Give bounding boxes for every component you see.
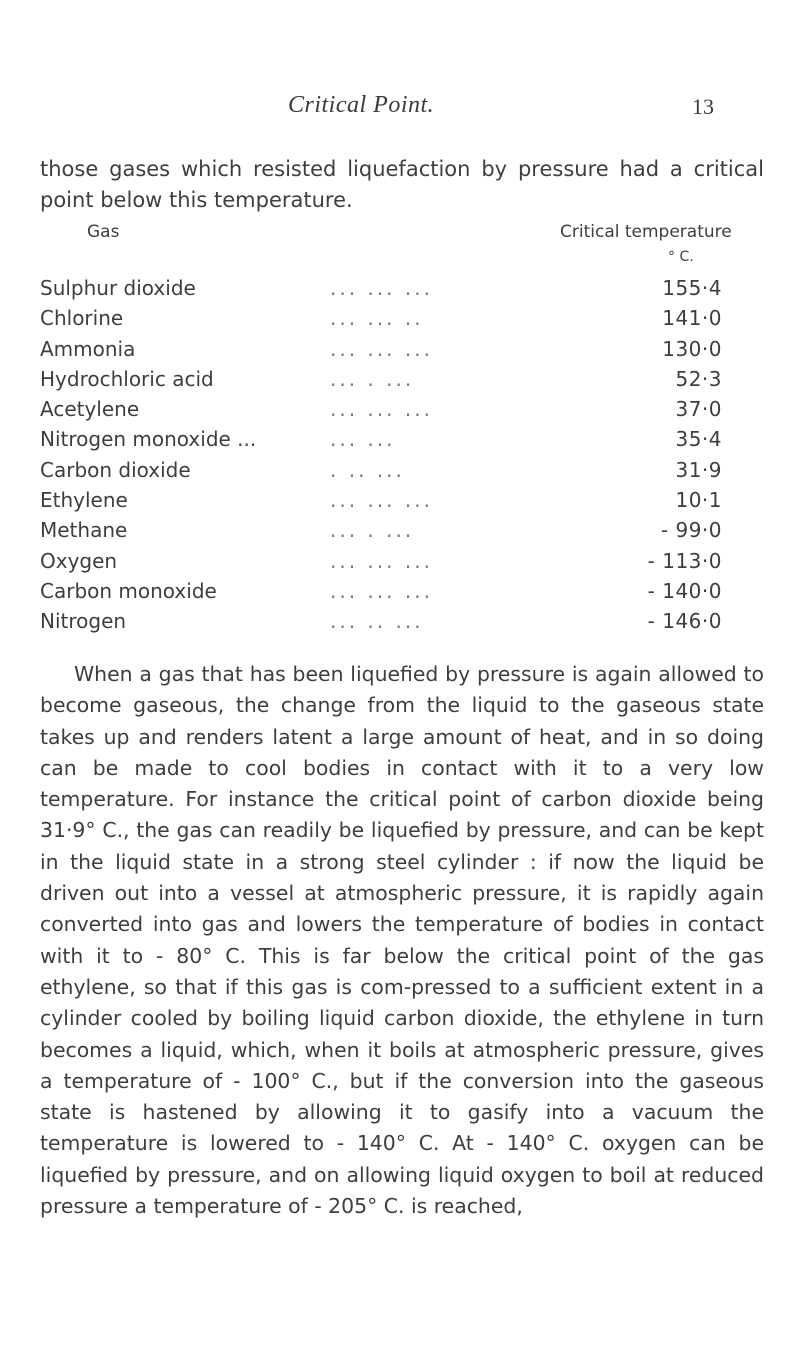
table-header [40, 216, 770, 265]
critical-temperature-value: 37·0 [675, 397, 722, 422]
gas-name: Nitrogen monoxide ... [40, 427, 257, 452]
table-row [40, 488, 770, 518]
critical-temperature-value: 35·4 [675, 427, 722, 452]
gas-name: Hydrochloric acid [40, 366, 214, 391]
leader-dots: ... ... ... [330, 397, 433, 422]
leader-dots: ... ... ... [330, 578, 433, 603]
gas-name: Carbon monoxide [40, 578, 217, 603]
header-gas: Gas [87, 222, 120, 242]
critical-temperature-value: 10·1 [675, 488, 722, 513]
leader-dots: ... ... ... [330, 548, 433, 573]
leader-dots: ... ... .. [330, 306, 424, 331]
body-paragraph [40, 659, 764, 1222]
critical-temperature-table [40, 216, 770, 634]
gas-name: Chlorine [40, 306, 124, 331]
leader-dots: ... . ... [330, 366, 415, 391]
leader-dots: ... ... ... [330, 276, 433, 300]
leader-dots: ... ... [330, 427, 396, 452]
gas-name: Oxygen [40, 548, 118, 573]
header-unit: ° C. [668, 249, 694, 265]
gas-name: Ethylene [40, 488, 128, 513]
running-title: Critical Point. [288, 92, 435, 118]
body-paragraph-text: When a gas that has been liquefied by pressure is again allowed to become gaseous, the change from the liquid to the gaseous state takes up and renders latent a large amount of heat, and in so doing can be made to cool bodies in contact with it to a very low temperature. For instance the critical point of carbon dioxide being 31·9° C., the gas can readily be liquefied by pressure, and can be kept in the liquid state in a strong steel cylinder : if now the liquid be driven out into a vessel at atmospheric pressure, it is rapidly again converted into gas and lowers the temperature of bodies in contact with it to - 80° C. This is far below the critical point of the gas ethylene, so that if this gas is com-pressed to a sufficient extent in a cylinder cooled by boiling liquid carbon dioxide, the ethylene in turn becomes a liquid, which, when it boils at atmospheric pressure, gives a temperature of - 100° C., but if the conversion into the gaseous state is hastened by allowing it to gasify into a vacuum the temperature is lowered to - 140° C. At - 140° C. oxygen can be liquefied by pressure, and on allowing liquid oxygen to boil at reduced pressure a temperature of - 205° C. is reached, [40, 662, 764, 1219]
gas-name: Ammonia [40, 336, 136, 361]
critical-temperature-value: 31·9 [675, 457, 722, 482]
table-row [40, 549, 770, 579]
intro-text: those gases which resisted liquefaction by pressure had a critical point below this temperature. [40, 157, 764, 212]
gas-name: Nitrogen [40, 609, 127, 634]
critical-temperature-value: 141·0 [662, 306, 722, 331]
critical-temperature-value: 155·4 [662, 276, 722, 300]
table-row [40, 397, 770, 427]
leader-dots: ... ... ... [330, 488, 433, 513]
gas-name: Acetylene [40, 397, 140, 422]
leader-dots: ... . ... [330, 518, 415, 543]
critical-temperature-value: 130·0 [662, 336, 722, 361]
table-row [40, 367, 770, 397]
header-critical-temperature: Critical temperature [560, 222, 732, 242]
table-body [40, 276, 770, 640]
table-row [40, 579, 770, 609]
table-row [40, 276, 770, 306]
table-row [40, 306, 770, 336]
gas-name: Sulphur dioxide [40, 276, 196, 300]
table-row [40, 427, 770, 457]
leader-dots: . .. ... [330, 457, 405, 482]
gas-name: Methane [40, 518, 128, 543]
leader-dots: ... .. ... [330, 609, 424, 634]
table-row [40, 609, 770, 639]
leader-dots: ... ... ... [330, 336, 433, 361]
critical-temperature-value: - 113·0 [647, 548, 722, 573]
critical-temperature-value: - 99·0 [660, 518, 722, 543]
critical-temperature-value: - 140·0 [647, 578, 722, 603]
critical-temperature-value: - 146·0 [647, 609, 722, 634]
table-row [40, 337, 770, 367]
table-row [40, 518, 770, 548]
running-head [0, 92, 800, 122]
gas-name: Carbon dioxide [40, 457, 191, 482]
table-row [40, 458, 770, 488]
critical-temperature-value: 52·3 [675, 366, 722, 391]
page-number: 13 [692, 94, 714, 119]
